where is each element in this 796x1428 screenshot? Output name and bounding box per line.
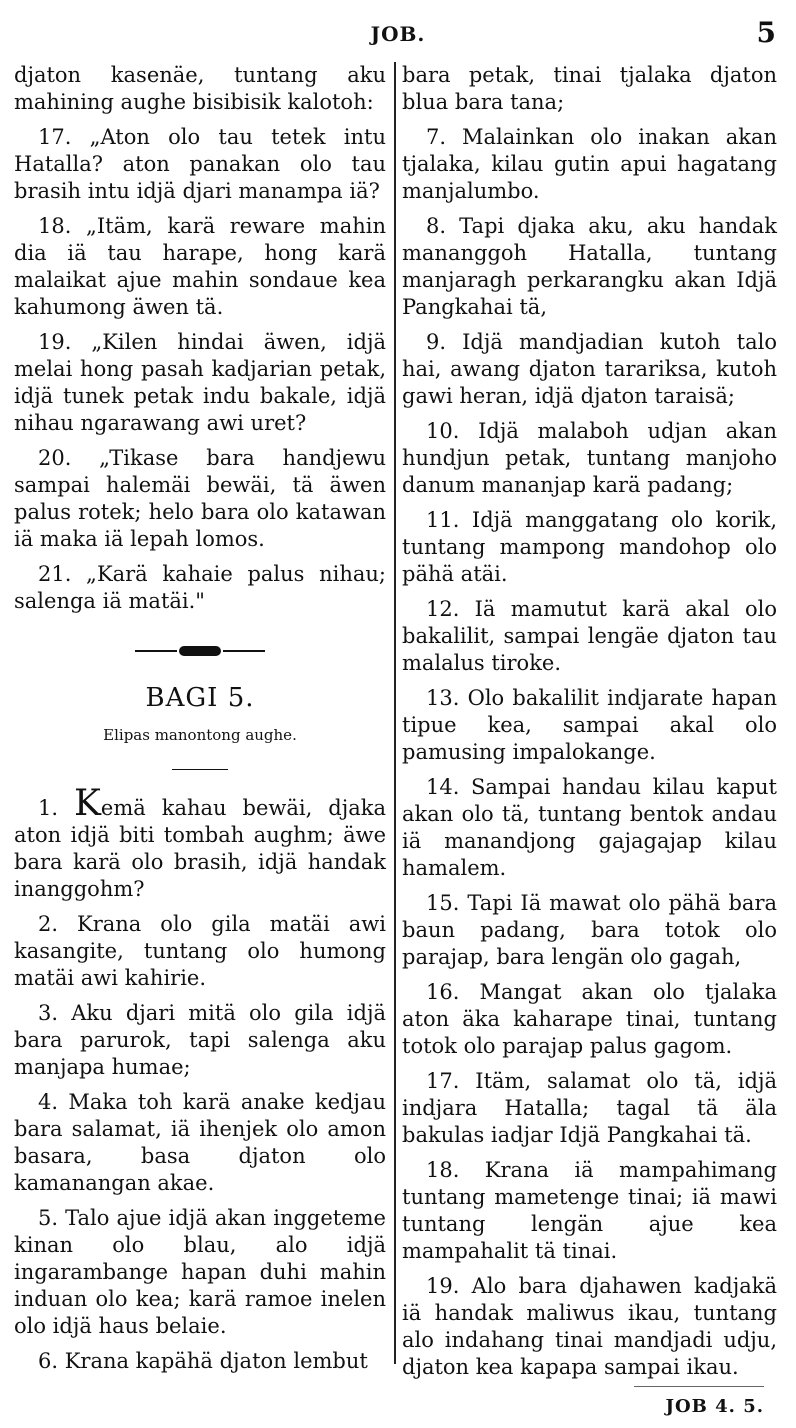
verse-5-7: 7. Malainkan olo inakan akan tjalaka, kilau gutin apui hagatang manjalumbo. [402, 125, 777, 203]
continuation-text: bara petak, tinai tjalaka djaton blua bara tana; [402, 63, 777, 114]
verse-5-19: 19. Alo bara djahawen kadjakä iä handak maliwus ikau, tuntang alo indahang tinai mandjadi udju, djaton kea kapapa sampai ikau. [402, 1274, 777, 1379]
chapter-heading: BAGI 5. [145, 683, 255, 713]
verse-4-19: 19. „Kilen hindai äwen, idjä melai hong pasah kadjarian petak, idjä tunek petak indu bakale, idjä nihau ngarawang awi uret? [14, 330, 386, 435]
verse-5-3: 3. Aku djari mitä olo gila idjä bara parurok, tapi salenga aku manjapa humae; [14, 1001, 386, 1079]
verse-5-2: 2. Krana olo gila matäi awi kasangite, tuntang olo humong matäi awi kahirie. [14, 912, 386, 990]
column-divider [394, 62, 396, 1364]
drop-initial: K [74, 783, 101, 824]
verse-5-4: 4. Maka toh karä anake kedjau bara salamat, iä ihenjek olo amon basara, basa djaton olo kamanangan akae. [14, 1090, 386, 1195]
verse-text: emä kahau bewäi, djaka aton idjä biti tombah aughm; äwe bara karä olo brasih, idjä handak inanggohm? [14, 796, 386, 901]
right-column [402, 62, 777, 1389]
verse-4-18: 18. „Itäm, karä reware mahin dia iä tau harape, hong karä malaikat ajue mahin sondaue kea kahumong äwen tä. [14, 214, 386, 319]
verse-5-16: 16. Mangat akan olo tjalaka aton äka kaharape tinai, tuntang totok olo parajap palus gagom. [402, 980, 777, 1058]
footer-rule [634, 1386, 764, 1387]
verse-5-5: 5. Talo ajue idjä akan inggeteme kinan olo blau, alo idjä ingarambange hapan duhi mahin induan olo kea; karä ramoe inelen olo idjä haus belaie. [14, 1206, 386, 1338]
short-rule [172, 769, 228, 770]
verse-4-20: 20. „Tikase bara handjewu sampai halemäi bewäi, tä äwen palus rotek; helo bara olo katawan iä maka iä lepah lomos. [14, 446, 386, 551]
verse-4-17: 17. „Aton olo tau tetek intu Hatalla? aton panakan olo tau brasih intu idjä djari manampa iä? [14, 125, 386, 203]
verse-5-1 [14, 783, 386, 903]
verse-5-12: 12. Iä mamutut karä akal olo bakalilit, sampai lengäe djaton tau malalus tiroke. [402, 597, 777, 675]
verse-5-10: 10. Idjä malaboh udjan akan hundjun petak, tuntang manjoho danum mananjap karä padang; [402, 419, 777, 497]
running-title: JOB. [370, 22, 426, 46]
left-column [14, 62, 386, 1383]
verse-5-13: 13. Olo bakalilit indjarate hapan tipue kea, sampai akal olo pamusing impalokange. [402, 686, 777, 764]
verse-5-15: 15. Tapi Iä mawat olo pähä bara baun padang, bara totok olo parajap, bara lengän olo gagah, [402, 891, 777, 969]
verse-5-9: 9. Idjä mandjadian kutoh talo hai, awang djaton tarariksa, kutoh gawi heran, idjä djaton taraisä; [402, 330, 777, 408]
verse-4-21: 21. „Karä kahaie palus nihau; salenga iä matäi." [14, 562, 386, 613]
continuation-text: djaton kasenäe, tuntang aku mahining aughe bisibisik kalotoh: [14, 63, 386, 114]
verse-5-6: 6. Krana kapähä djaton lembut [38, 1349, 368, 1373]
page-number: 5 [756, 16, 776, 49]
verse-5-17: 17. Itäm, salamat olo tä, idjä indjara Hatalla; tagal tä äla bakulas iadjar Idjä Pangkahai tä. [402, 1069, 777, 1147]
chapter-subtitle: Elipas manontong aughe. [103, 726, 297, 744]
verse-5-18: 18. Krana iä mampahimang tuntang mametenge tinai; iä mawi tuntang lengän ajue kea mampahalit tä tinai. [402, 1158, 777, 1263]
page-header [0, 10, 796, 50]
verse-5-11: 11. Idjä manggatang olo korik, tuntang mampong mandohop olo pähä atäi. [402, 508, 777, 586]
verse-number: 1. [38, 796, 59, 820]
verse-5-8: 8. Tapi djaka aku, aku handak mananggoh Hatalla, tuntang manjaragh perkarangku akan Idjä Pangkahai tä, [402, 214, 777, 319]
ornament-divider [135, 645, 265, 657]
verse-5-14: 14. Sampai handau kilau kaput akan olo tä, tuntang bentok andau iä manandjong gajagajap kilau hamalem. [402, 775, 777, 880]
catchword: JOB 4. 5. [665, 1396, 764, 1417]
